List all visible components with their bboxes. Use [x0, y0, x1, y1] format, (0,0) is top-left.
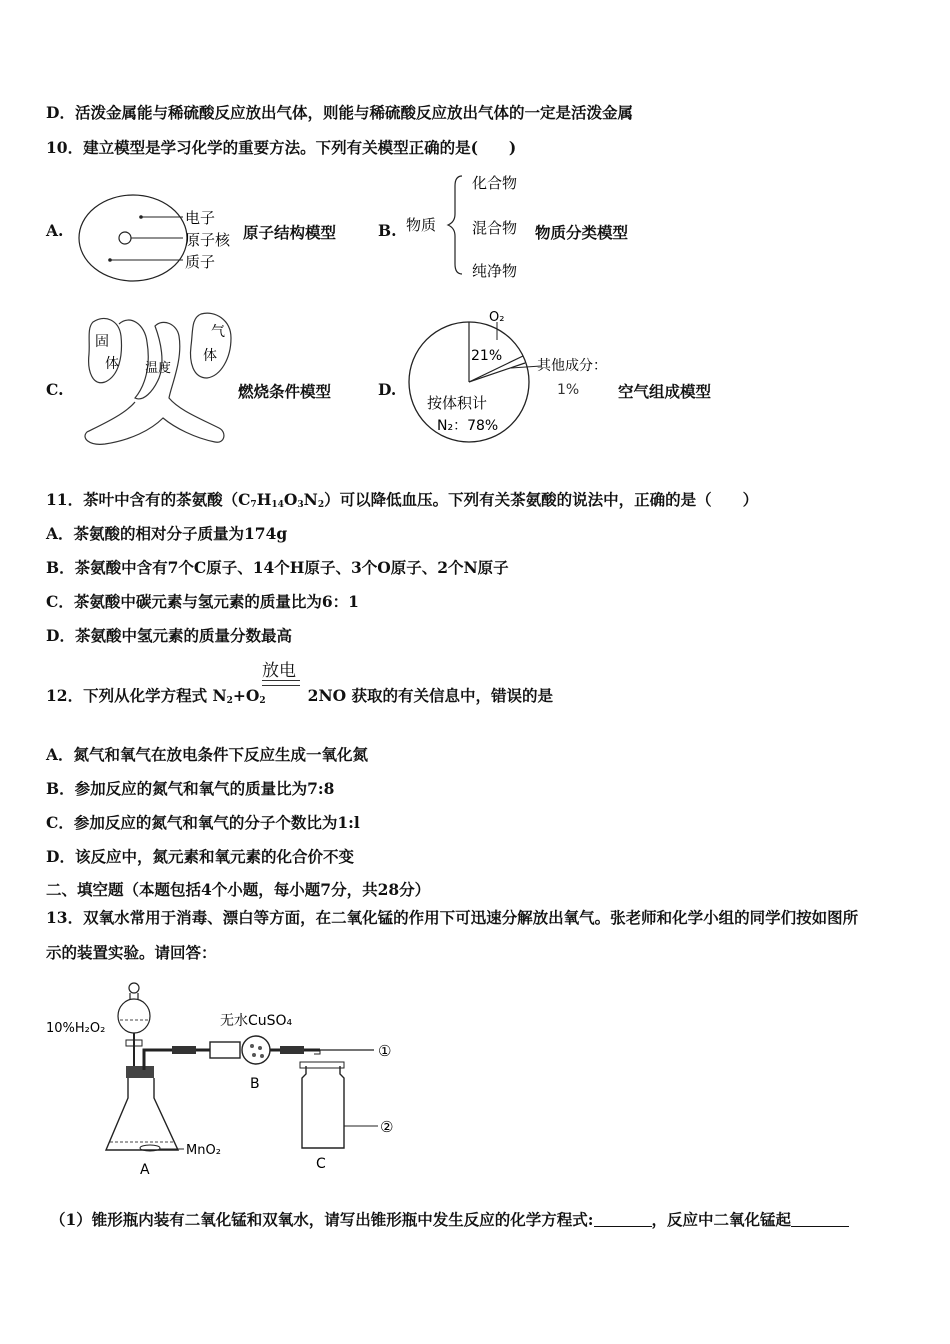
- nucleus-label: 原子核: [185, 231, 231, 249]
- o2-percent: 21%: [471, 348, 503, 364]
- q10-d-caption: 空气组成模型: [618, 382, 712, 401]
- cuso4-label: 无水CuSO₄: [220, 1013, 293, 1029]
- rubber-joint-1: [172, 1046, 196, 1054]
- funnel-stopper: [129, 983, 139, 993]
- q13-sub1-mid: ，反应中二氧化锰起: [651, 1210, 792, 1229]
- q10-a-caption: 原子结构模型: [243, 223, 337, 242]
- equation-sub-n2: 2: [226, 696, 233, 706]
- formula-sub-h: 14: [271, 500, 284, 510]
- combustion-conditions-diagram: [75, 306, 245, 451]
- nucleus-circle: [119, 232, 131, 244]
- gas-label-2: 体: [203, 348, 217, 364]
- compound-label: 化合物: [472, 174, 518, 192]
- cuso4-grain-4: [260, 1054, 264, 1058]
- equation-plus-o: +O: [232, 686, 260, 705]
- solid-label-1: 固: [95, 334, 109, 350]
- label-a: A: [140, 1162, 150, 1178]
- equation-equals-sign: [262, 680, 300, 686]
- proton-dot: [108, 258, 112, 262]
- q11-stem-post: ）可以降低血压。下列有关茶氨酸的说法中，正确的是（ ）: [324, 490, 759, 509]
- q12-stem-post: 获取的有关信息中，错误的是: [346, 686, 554, 705]
- n2-label: N₂：78%: [437, 418, 499, 434]
- equation-product: 2NO: [307, 686, 347, 705]
- electron-dot: [139, 215, 143, 219]
- matter-classification-diagram: [400, 168, 535, 283]
- q13-sub1-text: （1）锥形瓶内装有二氧化锰和双氧水，请写出锥形瓶中发生反应的化学方程式:: [50, 1210, 594, 1229]
- formula-n: N: [303, 490, 318, 509]
- proton-label: 质子: [185, 253, 216, 271]
- conical-flask: [106, 1078, 178, 1150]
- section-title: 二、填空题（本题包括4个小题，每小题7分，共28分）: [46, 880, 431, 899]
- classification-brace: [448, 176, 462, 274]
- q12-option-b: B．参加反应的氮气和氧气的质量比为7:8: [46, 779, 335, 798]
- electron-label: 电子: [185, 209, 216, 227]
- formula-o: O: [283, 490, 298, 509]
- pie-divider-others-b: [469, 363, 525, 382]
- apparatus-diagram: [44, 978, 414, 1178]
- q12-stem-pre: 12．下列从化学方程式 N: [46, 686, 227, 705]
- equation-sub-o2: 2: [259, 696, 266, 706]
- q11-stem-pre: 11．茶叶中含有的茶氨酸（C: [46, 490, 251, 509]
- q11-stem: [46, 488, 758, 510]
- solid-label-2: 体: [105, 356, 119, 372]
- cuso4-grain-1: [250, 1044, 254, 1048]
- formula-sub-n: 2: [317, 500, 325, 510]
- formula-h: H: [256, 490, 272, 509]
- marker-1: ①: [378, 1042, 392, 1060]
- h2o2-label: 10%H₂O₂: [46, 1021, 106, 1036]
- gas-bottle: [302, 1066, 344, 1148]
- atom-model-diagram: [75, 190, 255, 285]
- label-b: B: [250, 1076, 260, 1092]
- gas-leaf: [191, 313, 231, 378]
- mixture-label: 混合物: [472, 219, 518, 237]
- q11-option-b: B．茶氨酸中含有7个C原子、14个H原子、3个O原子、2个N原子: [46, 558, 509, 577]
- drying-tube-bulb: [242, 1036, 270, 1064]
- others-label: 其他成分：: [537, 358, 607, 374]
- answer-blank-2[interactable]: [791, 1212, 849, 1227]
- q11-option-c: C．茶氨酸中碳元素与氢元素的质量比为6：1: [46, 592, 359, 611]
- cuso4-grain-3: [252, 1053, 256, 1057]
- reaction-condition: 放电: [262, 661, 296, 681]
- q12-option-a: A．氮气和氧气在放电条件下反应生成一氧化氮: [46, 745, 369, 764]
- q10-b-caption: 物质分类模型: [535, 223, 629, 242]
- answer-blank-1[interactable]: [594, 1212, 652, 1227]
- q10-a-label: A.: [46, 221, 64, 240]
- q11-option-d: D．茶氨酸中氢元素的质量分数最高: [46, 626, 292, 645]
- q13-stem-line1: 13．双氧水常用于消毒、漂白等方面，在二氧化锰的作用下可迅速分解放出氧气。张老师和化学小组的同学们按如图所: [46, 908, 859, 927]
- q10-c-label: C.: [46, 380, 64, 399]
- matter-label: 物质: [406, 216, 437, 234]
- q12-stem: [46, 684, 553, 706]
- q10-stem: 10．建立模型是学习化学的重要方法。下列有关模型正确的是( ): [46, 138, 517, 157]
- q9-option-d: D．活泼金属能与稀硫酸反应放出气体，则能与稀硫酸反应放出气体的一定是活泼金属: [46, 103, 633, 122]
- pure-substance-label: 纯净物: [472, 262, 518, 280]
- flask-stopper: [126, 1066, 154, 1078]
- formula-sub-c: 7: [250, 500, 257, 510]
- q10-d-label: D.: [378, 380, 397, 399]
- rubber-joint-2: [280, 1046, 304, 1054]
- by-volume-label: 按体积计: [427, 394, 488, 412]
- q10-c-caption: 燃烧条件模型: [238, 382, 332, 401]
- formula-sub-o: 3: [297, 500, 304, 510]
- q10-b-label: B.: [378, 221, 397, 240]
- cuso4-grain-2: [258, 1046, 262, 1050]
- temperature-label: 温度: [145, 361, 172, 376]
- solid-leaf: [89, 318, 122, 382]
- air-composition-diagram: [405, 308, 625, 450]
- funnel-bulb: [118, 999, 150, 1033]
- label-c: C: [316, 1156, 326, 1172]
- gas-label-1: 气: [211, 324, 225, 340]
- q13-stem-line2: 示的装置实验。请回答：: [46, 943, 217, 962]
- others-percent: 1%: [557, 382, 580, 398]
- q12-option-d: D．该反应中，氮元素和氧元素的化合价不变: [46, 847, 354, 866]
- q11-option-a: A．茶氨酸的相对分子质量为174g: [46, 524, 288, 543]
- marker-2: ②: [380, 1118, 394, 1136]
- q13-sub1: [50, 1208, 849, 1230]
- o2-label: O₂: [489, 310, 505, 325]
- q12-option-c: C．参加反应的氮气和氧气的分子个数比为1:l: [46, 813, 360, 832]
- drying-tube-body: [210, 1042, 240, 1058]
- mno2-label: MnO₂: [186, 1143, 221, 1158]
